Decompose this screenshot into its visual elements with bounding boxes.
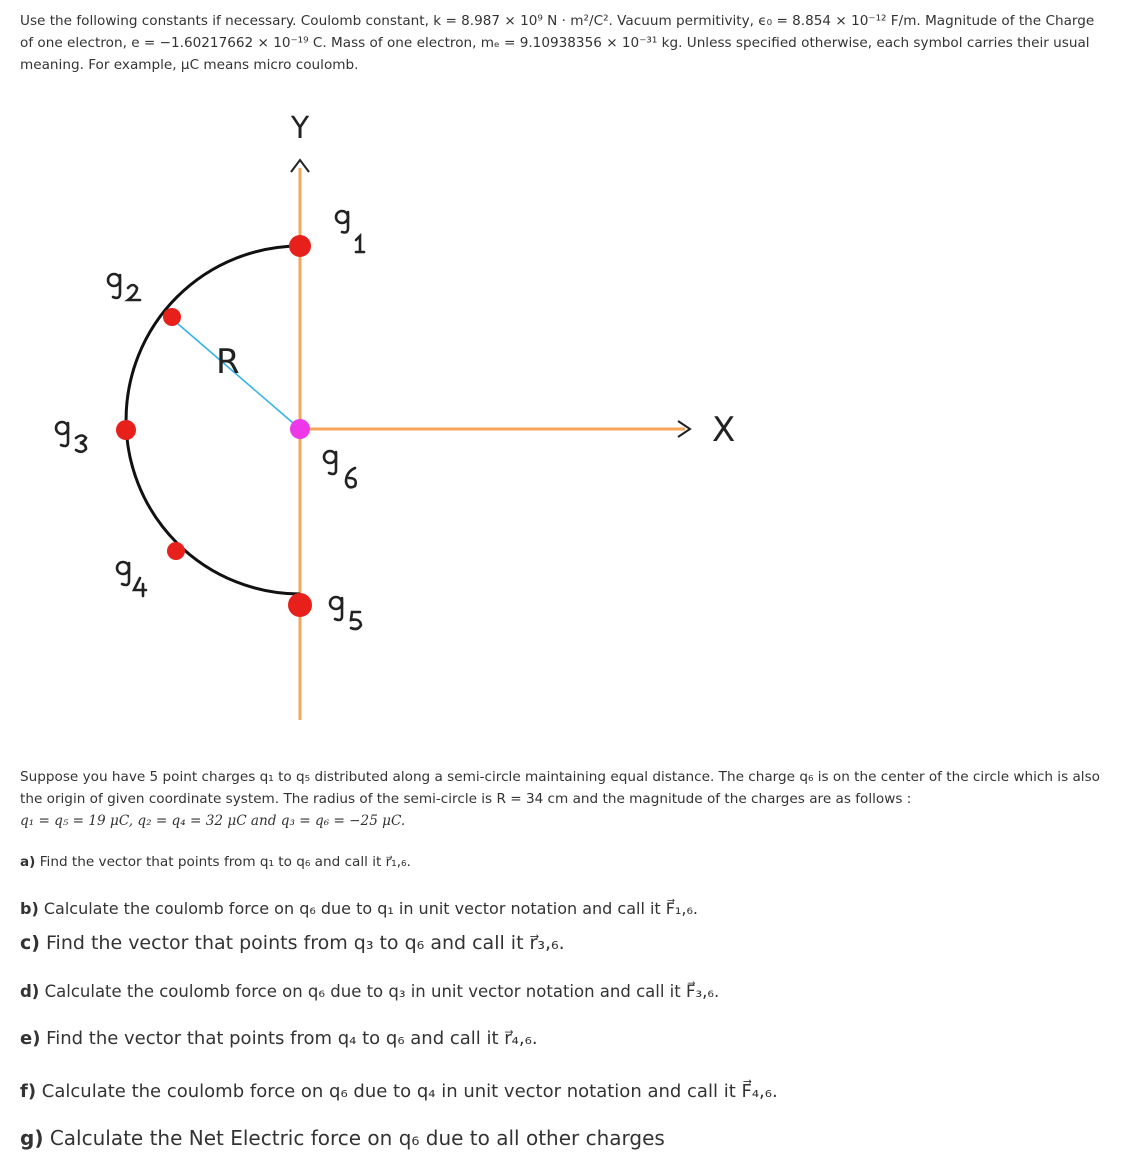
charge-q4-dot — [167, 542, 185, 560]
charge-q6-dot — [290, 419, 310, 439]
question-letter: a) — [20, 854, 36, 870]
x-axis-label: X — [712, 410, 736, 450]
label-q3 — [56, 422, 86, 452]
question-letter: e) — [20, 1028, 41, 1049]
question-letter: c) — [20, 932, 40, 954]
label-q6 — [324, 451, 356, 487]
label-q4 — [117, 562, 146, 596]
charge-values: q₁ = q₅ = 19 μC, q₂ = q₄ = 32 μC and q₃ = q₆ = −25 μC. — [20, 813, 406, 829]
question-d — [20, 982, 719, 1001]
question-text: Calculate the coulomb force on q₆ due to q₁ in unit vector notation and call it F⃗₁,₆. — [43, 899, 698, 918]
question-a — [20, 854, 411, 870]
y-axis-label: Y — [290, 111, 310, 146]
charge-q2-dot — [163, 308, 181, 326]
label-q1 — [336, 211, 364, 252]
question-letter: b) — [20, 899, 39, 918]
charge-q5-dot — [288, 593, 312, 617]
charge-q1-dot — [289, 235, 311, 257]
question-e — [20, 1028, 538, 1049]
question-letter: g) — [20, 1126, 44, 1150]
charge-diagram — [0, 100, 1125, 730]
question-letter: d) — [20, 982, 40, 1001]
question-text: Find the vector that points from q₁ to q₆ and call it r⃗₁,₆. — [39, 854, 411, 870]
constants-text: Use the following constants if necessary. Coulomb constant, k = 8.987 × 10⁹ N · m²/C². Vacuum permitivity, ϵ₀ = 8.854 × 10⁻¹² F/m. Magnitude of the Charge of one electron, e = −1.60217662 × 10⁻¹⁹ C. Mass of one electron, mₑ = 9.10938356 × 10⁻³¹ kg. Unless specified otherwise, each symbol carries their usual meaning. For example, μC means micro coulomb. — [20, 13, 1095, 73]
label-q5 — [330, 597, 361, 629]
label-q2 — [108, 274, 140, 300]
charge-diagram-svg — [0, 100, 1125, 730]
question-c — [20, 932, 565, 954]
charge-q3-dot — [116, 420, 136, 440]
radius-label: R — [216, 342, 240, 382]
question-letter: f) — [20, 1081, 37, 1102]
question-text: Calculate the coulomb force on q₆ due to q₄ in unit vector notation and call it F⃗₄,₆. — [41, 1081, 778, 1102]
problem-setup — [20, 766, 1110, 832]
question-text: Find the vector that points from q₃ to q₆ and call it r⃗₃,₆. — [46, 932, 565, 954]
question-b — [20, 899, 698, 918]
question-f — [20, 1081, 778, 1102]
semicircle-arc — [126, 246, 300, 594]
question-g — [20, 1126, 665, 1150]
question-text: Calculate the coulomb force on q₆ due to q₃ in unit vector notation and call it F⃗₃,₆. — [44, 982, 720, 1001]
question-text: Find the vector that points from q₄ to q₆ and call it r⃗₄,₆. — [46, 1028, 538, 1049]
setup-text: Suppose you have 5 point charges q₁ to q₅ distributed along a semi-circle maintaining equal distance. The charge q₆ is on the center of the circle which is also the origin of given coordinate system. The radius of the semi-circle is R = 34 cm and the magnitude of the charges are as follows : — [20, 769, 1100, 807]
constants-paragraph — [20, 10, 1105, 76]
question-text: Calculate the Net Electric force on q₆ due to all other charges — [49, 1126, 665, 1150]
